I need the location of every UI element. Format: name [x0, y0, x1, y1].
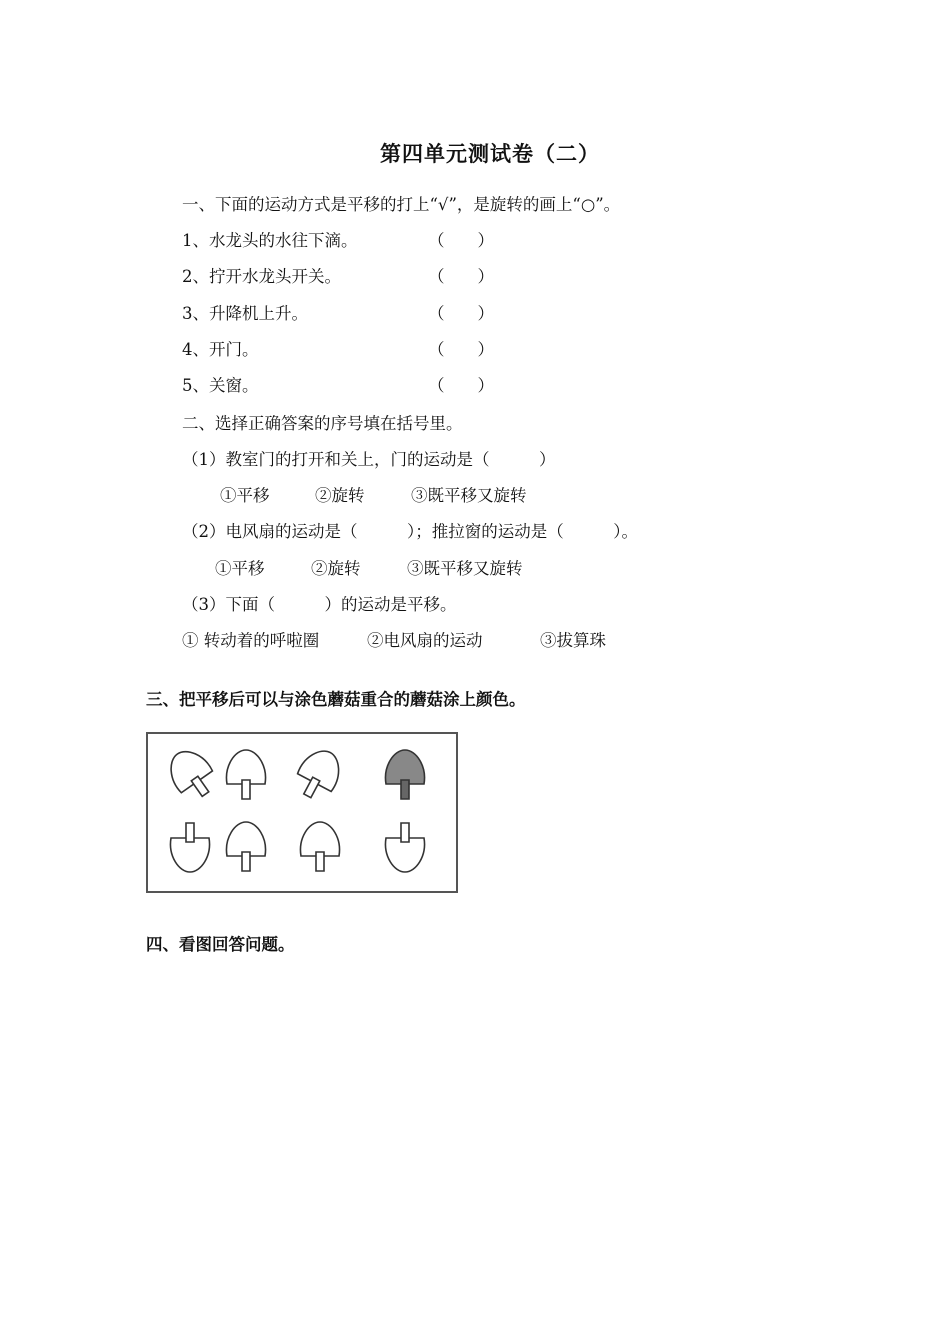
question-item-5: 5、关窗。 [182, 376, 259, 395]
section2-heading: 二、选择正确答案的序号填在括号里。 [182, 414, 463, 433]
page-title: 第四单元测试卷（二） [380, 141, 600, 166]
answer-blank-2[interactable]: （ ） [428, 267, 494, 286]
mushroom-2-3[interactable] [300, 822, 339, 871]
mushroom-2-1[interactable] [170, 823, 209, 872]
answer-blank-4[interactable]: （ ） [428, 340, 494, 359]
mushroom-2-4[interactable] [385, 823, 424, 872]
mushroom-figure [146, 732, 458, 893]
choice-option-1c: ③既平移又旋转 [411, 486, 527, 505]
choice-option-2c: ③既平移又旋转 [407, 559, 523, 578]
section3-heading: 三、把平移后可以与涂色蘑菇重合的蘑菇涂上颜色。 [146, 690, 526, 709]
question-item-1: 1、水龙头的水往下滴。 [182, 231, 358, 250]
mushroom-1-2[interactable] [226, 750, 265, 799]
question-item-2: 2、拧开水龙头开关。 [182, 267, 341, 286]
choice-question-3: （3）下面（ ）的运动是平移。 [182, 595, 457, 614]
choice-question-2: （2）电风扇的运动是（ ）；推拉窗的运动是（ ）。 [182, 522, 638, 541]
question-item-4: 4、开门。 [182, 340, 259, 359]
mushroom-1-4-shaded [385, 750, 424, 799]
answer-blank-1[interactable]: （ ） [428, 231, 494, 250]
section1-heading: 一、下面的运动方式是平移的打上“√”，是旋转的画上“○”。 [182, 195, 621, 214]
choice-option-3a: ① 转动着的呼啦圈 [182, 631, 320, 650]
mushroom-1-1[interactable] [161, 743, 221, 806]
choice-option-3c: ③拔算珠 [540, 631, 606, 650]
choice-question-1: （1）教室门的打开和关上，门的运动是（ ） [182, 450, 556, 469]
choice-option-2b: ②旋转 [311, 559, 361, 578]
mushroom-1-3[interactable] [290, 743, 347, 805]
choice-option-1b: ②旋转 [315, 486, 365, 505]
question-item-3: 3、升降机上升。 [182, 304, 308, 323]
shaded-stem [401, 780, 409, 799]
answer-blank-3[interactable]: （ ） [428, 304, 494, 323]
mushroom-grid [148, 734, 456, 891]
choice-option-1a: ①平移 [220, 486, 270, 505]
choice-option-3b: ②电风扇的运动 [367, 631, 483, 650]
choice-option-2a: ①平移 [215, 559, 265, 578]
mushroom-2-2[interactable] [226, 822, 265, 871]
answer-blank-5[interactable]: （ ） [428, 376, 494, 395]
shaded-cap [385, 750, 424, 784]
section4-heading: 四、看图回答问题。 [146, 935, 295, 954]
